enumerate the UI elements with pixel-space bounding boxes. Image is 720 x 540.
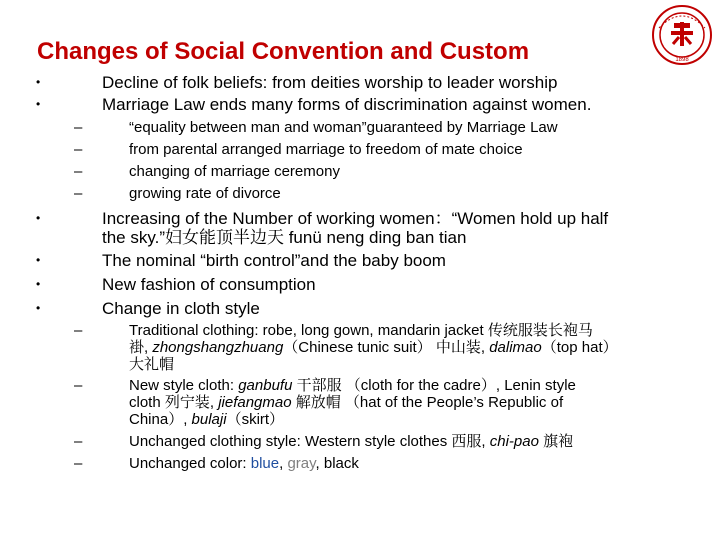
bullet-text: Change in cloth style: [102, 299, 260, 318]
bullet-icon: •: [36, 301, 41, 315]
sub-item-text-line: Unchanged clothing style: Western style clothes 西服, chi-pao 旗袍: [129, 433, 574, 450]
bullet-icon: •: [36, 211, 41, 225]
dash-icon: –: [74, 185, 83, 202]
svg-text:1898: 1898: [675, 57, 689, 63]
dash-icon: –: [74, 119, 83, 136]
sub-item-text-line: 褂, zhongshangzhuang（Chinese tunic suit） 中山装, dalimao（top hat）: [129, 339, 618, 356]
university-seal-logo: [651, 4, 713, 66]
dash-icon: –: [74, 141, 83, 158]
sub-item-text: Traditional clothing: robe, long gown, mandarin jacket 传统服装长袍马: [129, 322, 593, 339]
bullet-text: the sky.”妇女能顶半边天 funü neng ding ban tian: [102, 228, 467, 247]
sub-item-text-line: 大礼帽: [129, 356, 175, 373]
sub-item-text-line: China）, bulaji（skirt）: [129, 411, 285, 428]
dash-icon: –: [74, 322, 83, 339]
bullet-text: New fashion of consumption: [102, 275, 316, 294]
dash-icon: –: [74, 433, 83, 450]
sub-item-text: from parental arranged marriage to freedom of mate choice: [129, 141, 523, 158]
dash-icon: –: [74, 377, 83, 394]
bullet-icon: •: [36, 75, 41, 89]
bullet-text: Decline of folk beliefs: from deities worship to leader worship: [102, 73, 558, 92]
bullet-icon: •: [36, 277, 41, 291]
color-word-blue: blue: [250, 455, 280, 472]
slide-title: Changes of Social Convention and Custom: [37, 38, 530, 65]
bullet-text: The nominal “birth control”and the baby boom: [102, 251, 446, 270]
sub-item-text: “equality between man and woman”guaranteed by Marriage Law: [129, 119, 558, 136]
dash-icon: –: [74, 455, 83, 472]
bullet-icon: •: [36, 253, 41, 267]
bullet-icon: •: [36, 97, 41, 111]
sub-item-text: changing of marriage ceremony: [129, 163, 340, 180]
sub-item-text: growing rate of divorce: [129, 185, 281, 202]
sub-item-text-line: Unchanged color: blue, gray, black: [129, 455, 359, 472]
bullet-text: Marriage Law ends many forms of discrimination against women.: [102, 95, 592, 114]
dash-icon: –: [74, 163, 83, 180]
color-word-gray: gray: [287, 455, 316, 472]
sub-item-text-line: cloth 列宁装, jiefangmao 解放帽 （hat of the People’s Republic of: [129, 394, 564, 411]
sub-item-text-line: New style cloth: ganbufu 干部服 （cloth for the cadre）, Lenin style: [129, 377, 576, 394]
bullet-text: Increasing of the Number of working women：“Women hold up half: [102, 209, 609, 228]
